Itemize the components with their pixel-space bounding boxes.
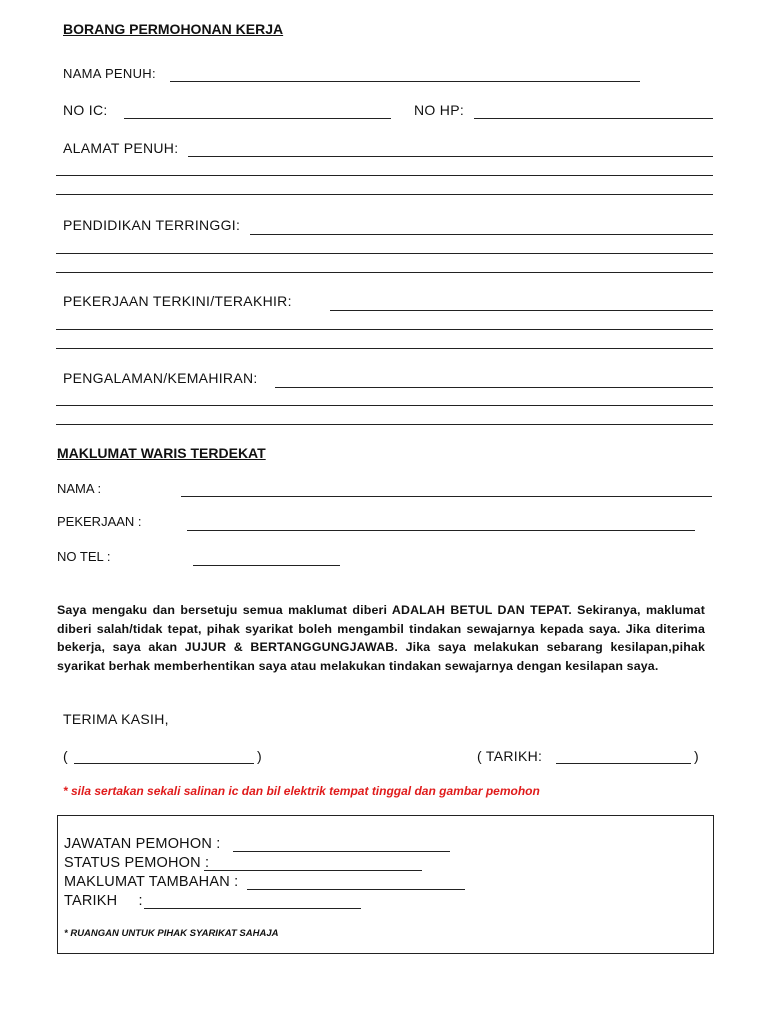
experience-input-line-3[interactable]	[56, 424, 713, 425]
position-input-line[interactable]	[233, 851, 450, 852]
address-input-line-1[interactable]	[188, 156, 713, 157]
additional-info-input-line[interactable]	[247, 889, 465, 890]
education-input-line-2[interactable]	[56, 253, 713, 254]
kin-job-input-line[interactable]	[187, 530, 695, 531]
declaration-paragraph: Saya mengaku dan bersetuju semua maklumat diberi ADALAH BETUL DAN TEPAT. Sekiranya, maklumat diberi salah/tidak tepat, pihak syarikat boleh mengambil tindakan sewajarnya kepada saya. Jika diterima bekerja, saya akan JUJUR & BERTANGGUNGJAWAB. Jika saya melakukan sebarang kesilapan,pihak syarikat berhak memberhentikan saya atau melakukan tindakan sewajarnya dengan kesilapan saya.	[57, 603, 705, 674]
kin-name-label: NAMA :	[57, 481, 102, 496]
address-input-line-3[interactable]	[56, 194, 713, 195]
current-job-input-line-2[interactable]	[56, 329, 713, 330]
full-name-label: NAMA PENUH:	[63, 66, 156, 81]
office-use-box	[57, 815, 714, 954]
current-job-input-line-1[interactable]	[330, 310, 713, 311]
signature-input-line[interactable]	[74, 763, 254, 764]
form-title: BORANG PERMOHONAN KERJA	[63, 21, 284, 37]
status-input-line[interactable]	[204, 870, 422, 871]
position-label: JAWATAN PEMOHON :	[64, 836, 221, 852]
education-input-line-1[interactable]	[250, 234, 713, 235]
phone-number-label: NO HP:	[414, 102, 465, 118]
next-of-kin-title: MAKLUMAT WARIS TERDEKAT	[57, 445, 266, 461]
current-job-label: PEKERJAAN TERKINI/TERAKHIR:	[63, 293, 292, 309]
status-label: STATUS PEMOHON :	[64, 855, 210, 871]
date-label: ( TARIKH:	[477, 748, 543, 764]
experience-label: PENGALAMAN/KEMAHIRAN:	[63, 370, 258, 386]
signature-close-paren: )	[257, 748, 262, 764]
office-date-input-line[interactable]	[144, 908, 361, 909]
kin-job-label: PEKERJAAN :	[57, 514, 142, 529]
kin-phone-input-line[interactable]	[193, 565, 340, 566]
additional-info-label: MAKLUMAT TAMBAHAN :	[64, 874, 239, 890]
experience-input-line-1[interactable]	[275, 387, 713, 388]
ic-number-input-line[interactable]	[124, 118, 391, 119]
thanks-text: TERIMA KASIH,	[63, 711, 169, 727]
address-input-line-2[interactable]	[56, 175, 713, 176]
date-close-paren: )	[694, 748, 699, 764]
education-label: PENDIDIKAN TERRINGGI:	[63, 217, 241, 233]
signature-open-paren: (	[63, 748, 68, 764]
office-date-label: TARIKH :	[64, 893, 143, 909]
ic-number-label: NO IC:	[63, 102, 108, 118]
address-label: ALAMAT PENUH:	[63, 140, 179, 156]
office-use-footnote: * RUANGAN UNTUK PIHAK SYARIKAT SAHAJA	[64, 928, 279, 939]
full-name-input-line[interactable]	[170, 81, 640, 82]
experience-input-line-2[interactable]	[56, 405, 713, 406]
education-input-line-3[interactable]	[56, 272, 713, 273]
date-input-line[interactable]	[556, 763, 691, 764]
attachment-note: * sila sertakan sekali salinan ic dan bil elektrik tempat tinggal dan gambar pemohon	[63, 784, 540, 798]
kin-phone-label: NO TEL :	[57, 549, 111, 564]
phone-number-input-line[interactable]	[474, 118, 713, 119]
kin-name-input-line[interactable]	[181, 496, 712, 497]
current-job-input-line-3[interactable]	[56, 348, 713, 349]
